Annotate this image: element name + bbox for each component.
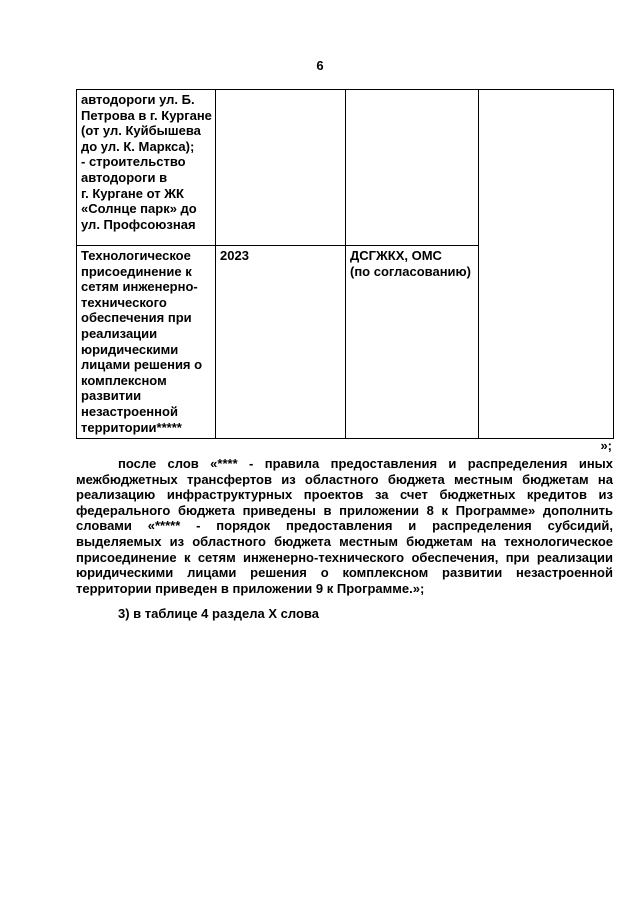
table-cell-name: [77, 90, 216, 246]
table-4-paragraph: 3) в таблице 4 раздела X слова: [118, 606, 319, 621]
row-2-executor: ДСГЖКХ, ОМС (по согласованию): [350, 248, 471, 279]
closing-quote-mark: »;: [600, 438, 612, 453]
page-number: 6: [316, 58, 324, 73]
program-table: [76, 89, 614, 439]
amendment-paragraph: после слов «**** - правила предоставления и распределения иных межбюджетных трансфертов из областного бюджета местным бюджетам на реализацию инфраструктурных проектов за счет бюджетных кредитов из федерального бюджета приведены в приложении 8 к Программе» дополнить словами «***** - порядок предоставления и распределения субсидий, выделяемых из областного бюджета местным бюджетам на технологическое присоединение к сетям инженерно-технического обеспечения, при реализации юридическими лицами решения о комплексном развитии незастроенной территории приведен в приложении 9 к Программе.»;: [76, 456, 613, 596]
table-cell-name: [77, 246, 216, 439]
row-1-name: автодороги ул. Б. Петрова в г. Кургане (от ул. Куйбышева до ул. К. Маркса); - строительство автодороги в г. Кургане от ЖК «Солнце парк» до ул. Профсоюзная: [81, 92, 212, 232]
table-cell-year: [216, 246, 346, 439]
table-cell-executor: [346, 90, 479, 246]
row-2-year: 2023: [220, 248, 249, 263]
table-cell-executor: [346, 246, 479, 439]
table-cell-year: [216, 90, 346, 246]
table-cell-extra: [479, 90, 614, 439]
table-row: [77, 90, 614, 246]
row-2-name: Технологическое присоединение к сетям инженерно- технического обеспечения при реализации юридическими лицами решения о комплексном развитии незастроенной территории*****: [81, 248, 203, 435]
